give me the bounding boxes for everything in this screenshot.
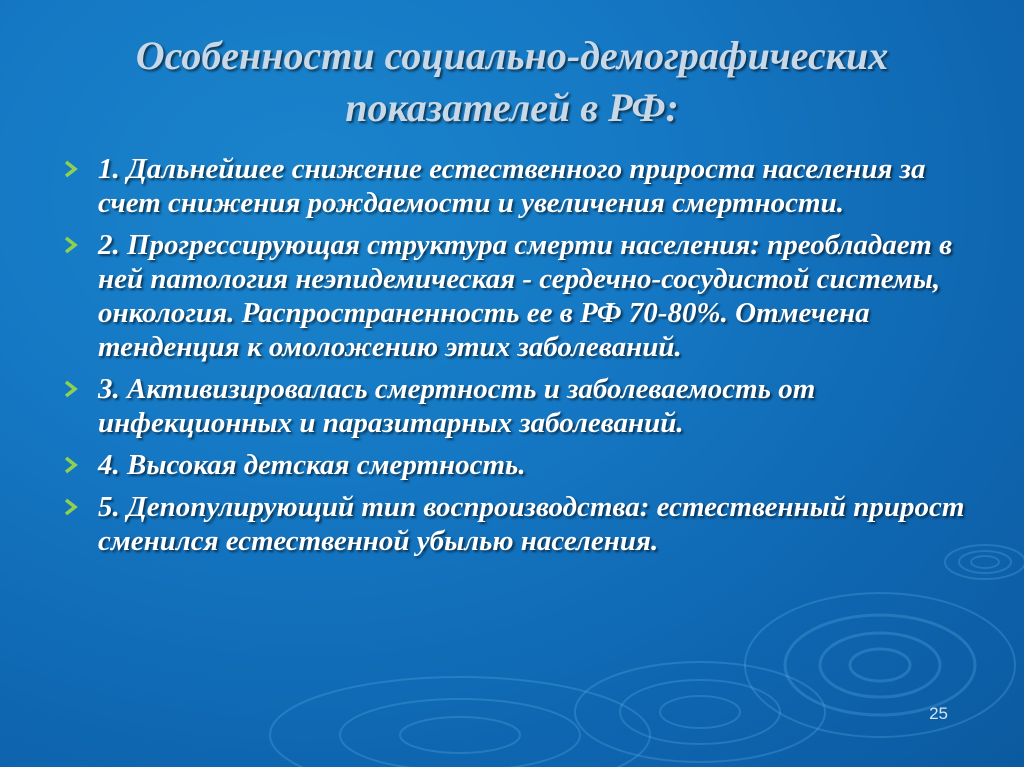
chevron-right-icon — [62, 230, 84, 260]
list-item-text: 2. Прогрессирующая структура смерти населения: преобладает в ней патология неэпидемическая - сердечно-сосудистой системы, онкология. Распространенность ее в РФ 70-80%. Отмечена тенденция к омоложению этих заболеваний. — [98, 229, 953, 363]
list-item-text: 4. Высокая детская смертность. — [98, 449, 526, 481]
list-item — [62, 152, 972, 220]
list-item-text: 3. Активизировалась смертность и заболеваемость от инфекционных и паразитарных заболеваний. — [98, 373, 816, 439]
list-item — [62, 448, 972, 482]
chevron-right-icon — [62, 492, 84, 522]
slide-title: Особенности социально-демографических показателей в РФ: — [135, 33, 889, 130]
list-item — [62, 490, 972, 558]
chevron-right-icon — [62, 154, 84, 184]
page-number: 25 — [929, 704, 948, 723]
list-item-text: 1. Дальнейшее снижение естественного прироста населения за счет снижения рождаемости и увеличения смертности. — [98, 153, 926, 219]
list-item — [62, 372, 972, 440]
list-item — [62, 228, 972, 364]
chevron-right-icon — [62, 450, 84, 480]
list-item-text: 5. Депопулирующий тип воспроизводства: естественный прирост сменился естественной убылью населения. — [98, 491, 965, 557]
bullet-list — [62, 152, 972, 566]
chevron-right-icon — [62, 374, 84, 404]
